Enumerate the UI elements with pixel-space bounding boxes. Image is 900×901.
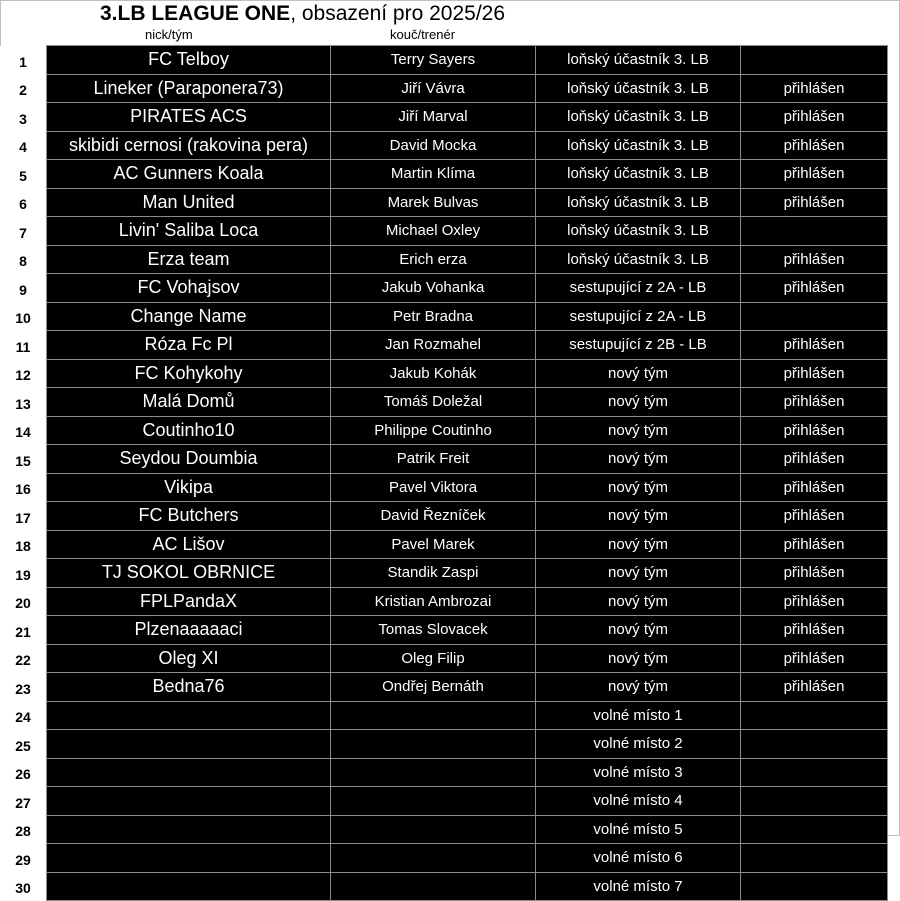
table-row — [0, 559, 888, 588]
status-cell: nový tým — [536, 673, 741, 702]
registration-cell: přihlášen — [741, 245, 888, 274]
table-row — [0, 815, 888, 844]
status-cell: volné místo 3 — [536, 758, 741, 787]
coach-cell: Petr Bradna — [331, 302, 536, 331]
registration-cell: přihlášen — [741, 274, 888, 303]
coach-cell: Marek Bulvas — [331, 188, 536, 217]
team-cell: FC Kohykohy — [47, 359, 331, 388]
table-row — [0, 46, 888, 75]
coach-cell — [331, 872, 536, 901]
row-number: 23 — [0, 673, 47, 702]
coach-cell — [331, 730, 536, 759]
row-number: 12 — [0, 359, 47, 388]
table-row — [0, 730, 888, 759]
registration-cell — [741, 701, 888, 730]
row-number: 4 — [0, 131, 47, 160]
team-cell: Vikipa — [47, 473, 331, 502]
registration-cell — [741, 787, 888, 816]
registration-cell: přihlášen — [741, 616, 888, 645]
status-cell: loňský účastník 3. LB — [536, 46, 741, 75]
registration-cell: přihlášen — [741, 473, 888, 502]
team-cell — [47, 787, 331, 816]
table-row — [0, 131, 888, 160]
team-cell: AC Gunners Koala — [47, 160, 331, 189]
row-number: 14 — [0, 416, 47, 445]
team-cell: Plzenaaaaaci — [47, 616, 331, 645]
status-cell: loňský účastník 3. LB — [536, 74, 741, 103]
coach-cell: Philippe Coutinho — [331, 416, 536, 445]
registration-cell: přihlášen — [741, 131, 888, 160]
table-row — [0, 758, 888, 787]
registration-cell — [741, 46, 888, 75]
row-number: 17 — [0, 502, 47, 531]
table-row — [0, 217, 888, 246]
table-row — [0, 616, 888, 645]
row-number: 10 — [0, 302, 47, 331]
registration-cell: přihlášen — [741, 502, 888, 531]
table-row — [0, 103, 888, 132]
table-row — [0, 160, 888, 189]
table-row — [0, 388, 888, 417]
row-number: 26 — [0, 758, 47, 787]
registration-cell: přihlášen — [741, 644, 888, 673]
status-cell: loňský účastník 3. LB — [536, 245, 741, 274]
row-number: 6 — [0, 188, 47, 217]
status-cell: loňský účastník 3. LB — [536, 160, 741, 189]
team-cell: FC Butchers — [47, 502, 331, 531]
row-number: 24 — [0, 701, 47, 730]
page-title-rest: , obsazení pro 2025/26 — [290, 2, 506, 25]
row-number: 29 — [0, 844, 47, 873]
coach-cell: Erich erza — [331, 245, 536, 274]
status-cell: volné místo 4 — [536, 787, 741, 816]
registration-cell — [741, 302, 888, 331]
status-cell: nový tým — [536, 644, 741, 673]
table-row — [0, 701, 888, 730]
table-row — [0, 844, 888, 873]
coach-cell: Patrik Freit — [331, 445, 536, 474]
registration-cell — [741, 872, 888, 901]
coach-cell: David Řezníček — [331, 502, 536, 531]
team-cell: FPLPandaX — [47, 587, 331, 616]
row-number: 5 — [0, 160, 47, 189]
coach-cell: Michael Oxley — [331, 217, 536, 246]
row-number: 21 — [0, 616, 47, 645]
team-cell: FC Vohajsov — [47, 274, 331, 303]
status-cell: nový tým — [536, 530, 741, 559]
status-cell: volné místo 1 — [536, 701, 741, 730]
status-cell: nový tým — [536, 359, 741, 388]
status-cell: nový tým — [536, 616, 741, 645]
team-cell: PIRATES ACS — [47, 103, 331, 132]
table-row — [0, 673, 888, 702]
team-cell: Róza Fc Pl — [47, 331, 331, 360]
row-number: 7 — [0, 217, 47, 246]
coach-cell — [331, 758, 536, 787]
registration-cell — [741, 844, 888, 873]
coach-cell: Pavel Viktora — [331, 473, 536, 502]
table-row — [0, 587, 888, 616]
page-title-bold: 3.LB LEAGUE ONE — [100, 2, 291, 25]
row-number: 8 — [0, 245, 47, 274]
team-cell — [47, 730, 331, 759]
status-cell: volné místo 6 — [536, 844, 741, 873]
table-row — [0, 245, 888, 274]
registration-cell: přihlášen — [741, 416, 888, 445]
standings-table — [0, 45, 888, 901]
table-row — [0, 359, 888, 388]
row-number: 16 — [0, 473, 47, 502]
coach-cell: Tomáš Doležal — [331, 388, 536, 417]
team-cell: skibidi cernosi (rakovina pera) — [47, 131, 331, 160]
column-header-coach: kouč/trenér — [390, 27, 456, 42]
registration-cell: přihlášen — [741, 103, 888, 132]
status-cell: sestupující z 2B - LB — [536, 331, 741, 360]
table-row — [0, 302, 888, 331]
row-number: 11 — [0, 331, 47, 360]
coach-cell: Jiří Vávra — [331, 74, 536, 103]
status-cell: nový tým — [536, 587, 741, 616]
registration-cell — [741, 758, 888, 787]
status-cell: nový tým — [536, 502, 741, 531]
team-cell: Change Name — [47, 302, 331, 331]
status-cell: loňský účastník 3. LB — [536, 217, 741, 246]
team-cell — [47, 844, 331, 873]
table-row — [0, 331, 888, 360]
team-cell: Seydou Doumbia — [47, 445, 331, 474]
team-cell: TJ SOKOL OBRNICE — [47, 559, 331, 588]
row-number: 3 — [0, 103, 47, 132]
coach-cell — [331, 787, 536, 816]
registration-cell: přihlášen — [741, 673, 888, 702]
coach-cell — [331, 815, 536, 844]
table-row — [0, 644, 888, 673]
status-cell: nový tým — [536, 416, 741, 445]
row-number: 20 — [0, 587, 47, 616]
status-cell: volné místo 5 — [536, 815, 741, 844]
row-number: 30 — [0, 872, 47, 901]
row-number: 25 — [0, 730, 47, 759]
registration-cell — [741, 815, 888, 844]
status-cell: nový tým — [536, 473, 741, 502]
row-number: 2 — [0, 74, 47, 103]
table-row — [0, 274, 888, 303]
row-number: 18 — [0, 530, 47, 559]
coach-cell: Ondřej Bernáth — [331, 673, 536, 702]
team-cell: Lineker (Paraponera73) — [47, 74, 331, 103]
row-number: 1 — [0, 46, 47, 75]
table-row — [0, 473, 888, 502]
registration-cell: přihlášen — [741, 74, 888, 103]
team-cell — [47, 701, 331, 730]
table-row — [0, 502, 888, 531]
team-cell: Coutinho10 — [47, 416, 331, 445]
team-cell: Man United — [47, 188, 331, 217]
page-title — [100, 2, 505, 26]
registration-cell: přihlášen — [741, 587, 888, 616]
column-header-team: nick/tým — [145, 27, 193, 42]
row-number: 13 — [0, 388, 47, 417]
coach-cell: Jiří Marval — [331, 103, 536, 132]
table-row — [0, 74, 888, 103]
team-cell: Oleg XI — [47, 644, 331, 673]
status-cell: volné místo 2 — [536, 730, 741, 759]
row-number: 28 — [0, 815, 47, 844]
registration-cell — [741, 730, 888, 759]
coach-cell: Jan Rozmahel — [331, 331, 536, 360]
table-row — [0, 445, 888, 474]
status-cell: nový tým — [536, 559, 741, 588]
coach-cell: Pavel Marek — [331, 530, 536, 559]
status-cell: loňský účastník 3. LB — [536, 131, 741, 160]
row-number: 27 — [0, 787, 47, 816]
row-number: 19 — [0, 559, 47, 588]
status-cell: sestupující z 2A - LB — [536, 302, 741, 331]
team-cell — [47, 815, 331, 844]
status-cell: nový tým — [536, 388, 741, 417]
registration-cell: přihlášen — [741, 160, 888, 189]
table-row — [0, 416, 888, 445]
status-cell: volné místo 7 — [536, 872, 741, 901]
row-number: 15 — [0, 445, 47, 474]
registration-cell: přihlášen — [741, 388, 888, 417]
registration-cell: přihlášen — [741, 331, 888, 360]
registration-cell: přihlášen — [741, 445, 888, 474]
coach-cell: Oleg Filip — [331, 644, 536, 673]
coach-cell: Standik Zaspi — [331, 559, 536, 588]
status-cell: loňský účastník 3. LB — [536, 103, 741, 132]
status-cell: loňský účastník 3. LB — [536, 188, 741, 217]
coach-cell — [331, 844, 536, 873]
registration-cell: přihlášen — [741, 188, 888, 217]
table-row — [0, 872, 888, 901]
table-row — [0, 530, 888, 559]
coach-cell: David Mocka — [331, 131, 536, 160]
team-cell: Bedna76 — [47, 673, 331, 702]
table-row — [0, 188, 888, 217]
status-cell: sestupující z 2A - LB — [536, 274, 741, 303]
coach-cell: Terry Sayers — [331, 46, 536, 75]
coach-cell: Jakub Vohanka — [331, 274, 536, 303]
team-cell — [47, 872, 331, 901]
team-cell — [47, 758, 331, 787]
table-row — [0, 787, 888, 816]
coach-cell: Martin Klíma — [331, 160, 536, 189]
coach-cell: Kristian Ambrozai — [331, 587, 536, 616]
coach-cell: Tomas Slovacek — [331, 616, 536, 645]
coach-cell: Jakub Kohák — [331, 359, 536, 388]
status-cell: nový tým — [536, 445, 741, 474]
coach-cell — [331, 701, 536, 730]
team-cell: Livin' Saliba Loca — [47, 217, 331, 246]
team-cell: FC Telboy — [47, 46, 331, 75]
team-cell: Erza team — [47, 245, 331, 274]
team-cell: AC Lišov — [47, 530, 331, 559]
registration-cell: přihlášen — [741, 359, 888, 388]
registration-cell: přihlášen — [741, 530, 888, 559]
registration-cell: přihlášen — [741, 559, 888, 588]
table-body — [0, 46, 888, 901]
team-cell: Malá Domů — [47, 388, 331, 417]
registration-cell — [741, 217, 888, 246]
row-number: 22 — [0, 644, 47, 673]
row-number: 9 — [0, 274, 47, 303]
